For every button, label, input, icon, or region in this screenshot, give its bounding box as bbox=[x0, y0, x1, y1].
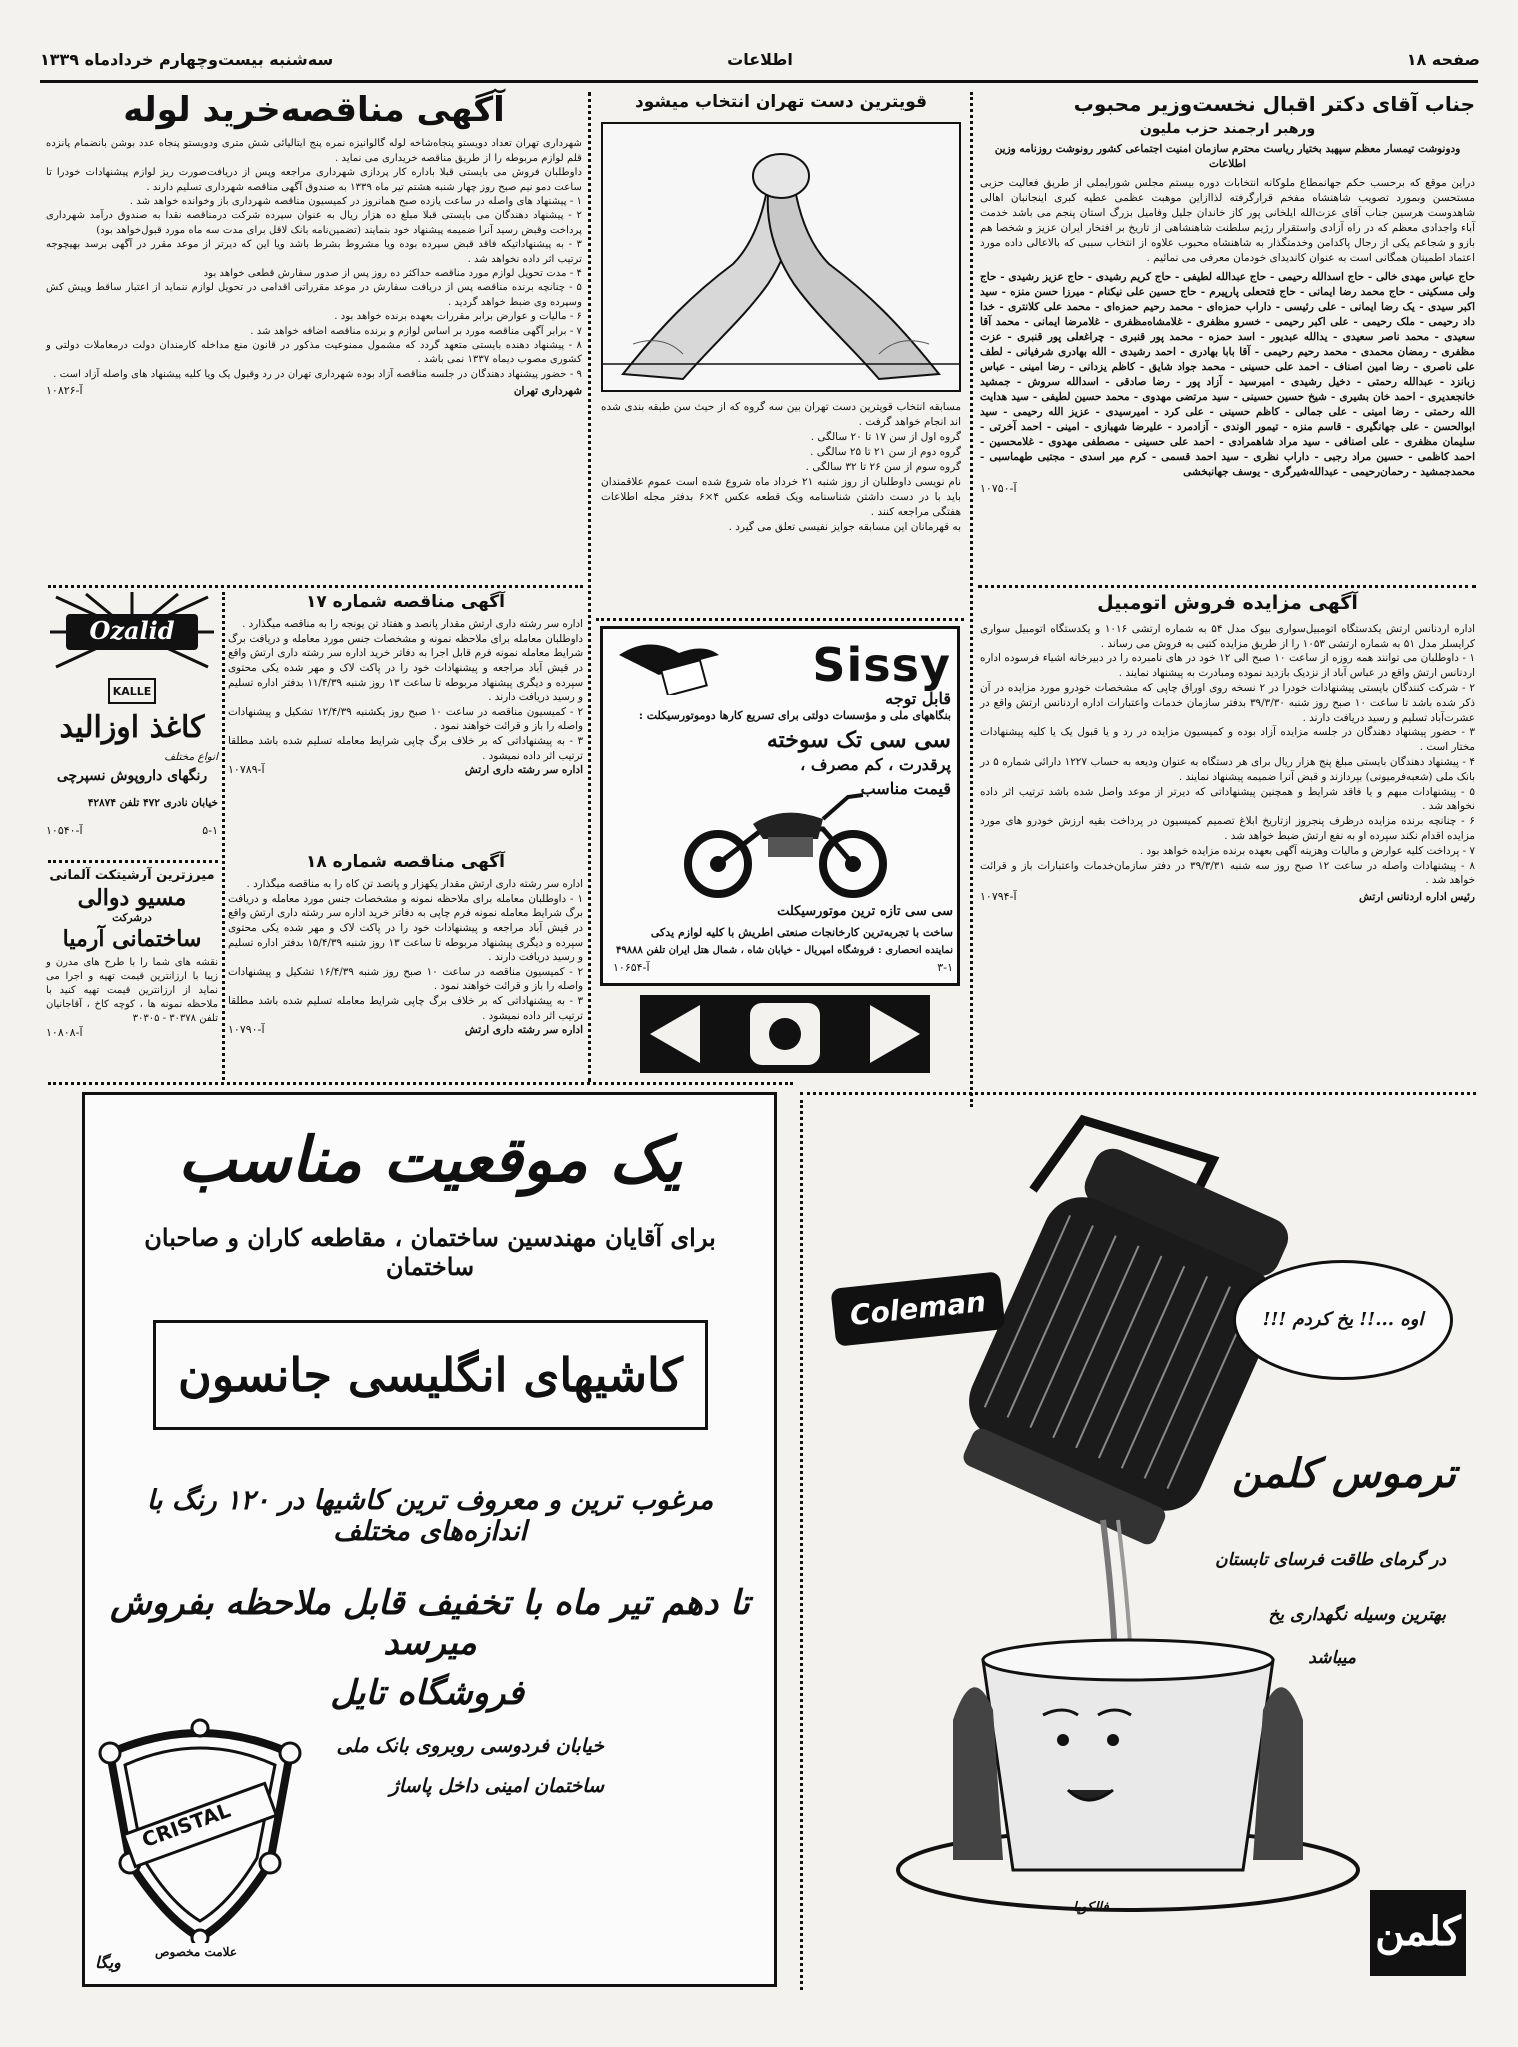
ad-pipe-signature: شهرداری تهران bbox=[513, 385, 582, 398]
sissy-caption: سی سی تازه ترین موتورسیکلت bbox=[777, 904, 953, 919]
ozalid-title: کاغذ اوزالید bbox=[59, 710, 205, 745]
ad-pipe-body: شهرداری تهران تعداد دویستو پنجاه‌شاخه لوله گالوانیزه نمره پنج ایتالیائی شش متری ودویستو پنجاه عدد بوشن بانضمام پانزده قلم لوازم مربوطه را از طریق مناقصه خریداری می نماید . داوطلبان فروش می بایستی قبلا باداره کار پردازی شهرداری مراجعه وپس از دریافت‌صورت ریز لوازم پیشنهادات خودرا تا ساعت دمو نیم صبح روز چهار شنبه هشتم تیر ماه ۱۳۳۹ به صندوق آگهی مناقصه شهرداری تسلیم دارند . ۱ - پیشنهاد های واصله در ساعت یازده صبح همانروز در کمیسیون مناقصه شهرداری باز وخوانده خواهد شد . ۲ - پیشنهاد دهندگان می بایستی قبلا مبلغ ده هزار ریال به عنوان سپرده شرکت درمناقصه نقدا به صندوق درآمد شهرداری پرداخت وقبض رسید آنرا ضمیمه پیشنهاد خود بنمایند (تضمین‌نامه بانک لاقل برای مدت سه ماه مورد قبول‌خواهد بود) ۳ - به پیشنهاداتیکه فاقد قبض سپرده بوده ویا مشروط بشرط باشد ویا این که دیرتر از موعد مقرر در آگهی برسد بهیچوجه ترتیب اثر داده نخواهد شد . ۴ - مدت تحویل لوازم مورد مناقصه حداکثر ده روز پس از صدور سفارش قطعی خواهد بود ۵ - چنانچه برنده مناقصه پس از دریافت سفارش در موعد مقرراتی اقدامی در تحویل لوازم ننماید از اعتبار ساقط وپیش کش وسپرده وی ضبط خواهد گردید . ۶ - مالیات و عوارض برابر مقررات بعهده برنده خواهد بود . ۷ - برابر آگهی مناقصه مورد بر اساس لوازم و برنده مناقصه اضافه خواهد شد . ۸ - پیشنهاد دهنده بایستی متعهد گردد که مشمول ممنوعیت مذکور در قانون منع مداخله کارمندان دولت درمعاملات دولتی و کشوری مصوب دیماه ۱۳۳۷ نمی باشد . ۹ - حضور پیشنهاد دهندگان در جلسه مناقصه آزاد بوده شهرداری تهران در رد وقبول یک ویا کلیه پیشنهاد های واصله آزاد است . bbox=[46, 138, 582, 380]
tiles-offer: تا دهم تیر ماه با تخفیف قابل ملاحظه بفروش میرسد bbox=[110, 1583, 750, 1663]
coleman-line2: بهترین وسیله نگهداری یخ bbox=[1268, 1605, 1446, 1625]
ozalid-code: آ-۱۰۵۴۰ bbox=[46, 824, 83, 837]
ozalid-address: خیابان نادری ۴۷۲ تلفن ۴۲۸۷۴ bbox=[87, 797, 218, 809]
ozalid-code2: ۵-۱ bbox=[202, 824, 218, 837]
coleman-credit: فالکوپا bbox=[1073, 1900, 1109, 1915]
rule-ozalid-bottom bbox=[48, 860, 218, 863]
arm-wrestling-image bbox=[603, 124, 959, 390]
cristal-logo-text: CRISTAL bbox=[138, 1797, 234, 1853]
page-number: صفحه ۱۸ bbox=[1406, 50, 1480, 69]
tiles-headline: یک موقعیت مناسب bbox=[178, 1123, 682, 1196]
sissy-name: سی سی تک سوخته bbox=[766, 727, 951, 753]
ad-ozalid bbox=[46, 592, 218, 854]
article-pm-signatories: حاج عباس مهدی خالی - حاج اسدالله رحیمی - حاج عبدالله لطیفی - حاج کریم رشیدی - حاج عزیز رشیدی - حاج ولی مسکینی - حاج محمد رضا ایمانی - حاج فتحعلی پارپیرم - حاج حسین علی نیکنام - میرزا حسن منزه - سید اکبر سیدی - یک رضا ایمانی - علی رئیسی - داراب حمزه‌ای - محمد رحیم حمزه‌ای - محمد علی کلانتری - خدا داد رحیمی - ملک رحیمی - علی اکبر رحیمی - خسرو مظفری - غلامشاه‌مظفری - غلامرضا ایمانی - محمد آقا سعیدی - محمد ناصر سعیدی - یدالله عبدیور - اسد حمزه - محمد پور قنبری - چراغعلی پور قنبری - عزت مظفری - رمضان محمدی - محمد رحیم رحیمی - آقا بابا بهادری - احمد رشیدی - الله بهادری شرفیانی - لطف علی ناصری - رضا امین اصناف - احمد علی حسینی - محمد جواد شایق - کاظم یزدانی - رضا امینی - عباس زبانزد - عبدالله رحمتی - دخیل رشیدی - امیرسید - آزاد پور - رضا صادقی - اسدالله سروش - جمشید خانجعدیری - احمد خان بشیری - شیخ حسین حسینی - سید مرتضی مهدوی - محمد حسین لطیفی - سید هدایت الله رحمتی - رضا امینی - علی جمالی - کاظم حسینی - علی کرد - امیرسیدی - عزیز الله رحیمی - سید ابوالحسن - علی جهانگیری - قاسم منزه - تیمور الوندی - آزادمرد - علیرضا شهبازی - امینی - احمد آخرتی - سلیمان مظفری - علی اصنافی - سید مراد شاهمرادی - احمد علی حسینی - مصطفی مهدوی - غلامحسین - احمد کاظمی - حسین مراد رجبی - داراب نظری - سید احمد قسمی - کرم میر اسدی - مجتبی طهماسبی - محمدجمشید - رحمان‌رحیمی - عبدالله‌شیرگری - یوسف جهانبخشی bbox=[980, 270, 1475, 478]
tender-18 bbox=[228, 852, 583, 1077]
ad-tiles bbox=[82, 1092, 777, 1987]
issue-date: سه‌شنبه بیست‌وچهارم خردادماه ۱۳۳۹ bbox=[40, 50, 334, 69]
coleman-logo-fa: کلمن bbox=[1375, 1908, 1461, 1955]
article-pm-subtitle: ورهبر ارجمند حزب ملیون bbox=[1139, 121, 1316, 137]
ad-pipe-title: آگهی مناقصه‌خرید لوله bbox=[123, 90, 505, 130]
tender-18-code: آ-۱۰۷۹۰ bbox=[228, 1023, 265, 1037]
article-arm-title: قویترین دست تهران انتخاب میشود bbox=[634, 92, 927, 112]
sissy-features: پرقدرت ، کم مصرف ، قیمت مناسب bbox=[800, 755, 951, 798]
architect-sub: درشرکت bbox=[112, 912, 152, 924]
tiles-product-box bbox=[153, 1320, 708, 1430]
tender-18-body: اداره سر رشته داری ارتش مقدار یکهزار و پانصد تن کاه را به مناقصه میگذارد . ۱ - داوطلبان معامله برای ملاحظه نمونه و مشخصات جنس مورد معامله و دریافت برگ شرایط معامله نمونه فرم چاپی به دفاتر خرید اداره سر رشته داری ارتش واقع در قیش آباد مراجعه و پیشنهادات خود را در پاکت لاک و مهر شده یکی محتوی سپرده و دیگری پیشنهاد مربوطه تا ساعت ۱۳ روز شنبه ۱۵/۴/۳۹ بدفتر اداره تسلیم و رسید دریافت دارند . ۲ - کمیسیون مناقصه در ساعت ۱۰ صبح روز شنبه ۱۶/۴/۳۹ تشکیل و پیشنهادات واصله را باز و قرائت خواهند نمود . ۳ - به پیشنهاداتی که بر خلاف برگ چاپی شرایط معامله تسلیم شده باشد مطلقا ترتیب اثر داده نمیشود . bbox=[228, 878, 583, 1022]
coleman-line1: در گرمای طاقت فرسای تابستان bbox=[1215, 1550, 1446, 1570]
column-rule-left bbox=[588, 92, 591, 1082]
auction-code: آ-۱۰۷۹۴ bbox=[980, 890, 1017, 904]
ad-pipe-code: آ-۱۰۸۲۶ bbox=[46, 384, 83, 398]
rule-right-mid bbox=[978, 585, 1476, 588]
article-pm-code: آ-۱۰۷۵۰ bbox=[980, 481, 1017, 495]
ozalid-types: انواع مختلف bbox=[164, 751, 218, 763]
rule-center-top bbox=[596, 618, 964, 621]
tender-17-body: اداره سر رشته داری ارتش مقدار پانصد و هفتاد تن یونجه را به مناقصه میگذارد . داوطلبان معامله برای ملاحظه نمونه و مشخصات جنس مورد معامله و دریافت برگ شرایط معامله نمونه فرم قابل اجرا به دفاتر خرید اداره سر رشته داری ارتش واقع در قیش آباد مراجعه و پیشنهادات خود را در پاکت لاک و مهر شده یکی محتوی سپرده و دیگری پیشنهاد مربوطه تا ساعت ۱۳ روز شنبه ۱۱/۴/۳۹ بدفتر اداره تسلیم و رسید دریافت دارند . ۲ - کمیسیون مناقصه در ساعت ۱۰ صبح روز یکشنبه ۱۲/۴/۳۹ تشکیل و پیشنهادات واصله را باز و قرائت خواهند نمود . ۳ - به پیشنهاداتی که بر خلاف برگ چاپی شرایط معامله تسلیم شده باشد مطلقا ترتیب اثر داده نمیشود . bbox=[228, 618, 583, 762]
kalle-logo bbox=[108, 678, 156, 704]
coleman-brand: Coleman bbox=[848, 1284, 988, 1333]
column-rule-right bbox=[970, 92, 973, 1107]
coleman-logo-box bbox=[1370, 1890, 1466, 1976]
tender-17-title: آگهی مناقصه شماره ۱۷ bbox=[305, 592, 506, 612]
rule-lower-right bbox=[800, 1092, 1476, 1095]
auction-signature: رئیس اداره اردنانس ارتش bbox=[1359, 891, 1475, 904]
sissy-maker: ساخت با تجربه‌ترین کارخانجات صنعتی اطریش با کلیه لوازم یدکی bbox=[650, 926, 953, 939]
tender-17-code: آ-۱۰۷۸۹ bbox=[228, 763, 265, 777]
page-header bbox=[40, 50, 1480, 74]
architect-title: میرزترین آرشیتکت آلمانی bbox=[49, 868, 215, 883]
tiles-audience: برای آقایان مهندسین ساختمان ، مقاطعه کاران و صاحبان ساختمان bbox=[144, 1223, 716, 1281]
sissy-intro: بنگاههای ملی و مؤسسات دولتی برای تسریع کارها دوموتورسیکلت : bbox=[638, 709, 951, 722]
tiles-store: فروشگاه تایل bbox=[330, 1673, 524, 1713]
tiles-address1: خیابان فردوسی روبروی بانک ملی bbox=[336, 1735, 604, 1757]
auction bbox=[980, 592, 1475, 1087]
sissy-brand-fa: قابل توجه bbox=[885, 689, 951, 708]
tender-17-signature: اداره سر رشته داری ارتش bbox=[464, 764, 583, 777]
arm-wrestling-illustration bbox=[601, 122, 961, 392]
tiles-address2: ساختمان امینی داخل پاساژ bbox=[389, 1775, 604, 1797]
newspaper-name: اطلاعات bbox=[727, 50, 793, 69]
ornament bbox=[640, 995, 930, 1073]
rule-left-top bbox=[48, 585, 583, 588]
tiles-trademark: علامت مخصوص bbox=[155, 1945, 237, 1959]
thermos-illustration bbox=[883, 1100, 1463, 1980]
coleman-line3: میباشد bbox=[1308, 1648, 1356, 1668]
coleman-title: ترموس کلمن bbox=[1232, 1450, 1456, 1497]
ad-architect bbox=[46, 868, 218, 1078]
sissy-agency: نماینده انحصاری : فروشگاه امپریال - خیابان شاه ، شمال هتل ایران تلفن ۴۹۸۸۸ bbox=[616, 945, 953, 956]
tender-18-title: آگهی مناقصه شماره ۱۸ bbox=[305, 852, 506, 872]
article-pm bbox=[980, 92, 1475, 580]
motorcycle-image bbox=[673, 779, 893, 899]
sissy-code2: ۳-۱ bbox=[937, 961, 953, 974]
tiles-agency: ویگا bbox=[95, 1953, 121, 1972]
article-arm bbox=[597, 92, 965, 612]
ozalid-sun-logo bbox=[46, 592, 218, 672]
architect-code: آ-۱۰۸۰۸ bbox=[46, 1026, 83, 1039]
ad-pipe-tender bbox=[46, 92, 582, 580]
ad-coleman bbox=[800, 1100, 1476, 1990]
architect-body: نقشه های شما را با طرح های مدرن و زیبا با ارزانترین قیمت تهیه و اجرا می نماید از ارزانترین قیمت تهیه کنید با ملاحظه نمونه ها ، کوچه کاخ ، آقاجانیان تلفن ۳۰۳۷۸ - ۳۰۳۰۵ bbox=[46, 957, 218, 1024]
header-rule bbox=[40, 80, 1478, 83]
article-pm-body: دراین موقع که برحسب حکم جهانمطاع ملوکانه انتخابات دوره بیستم مجلس شورایملی از طریق فعالیت حزبی مستحسن وبمورد تصویب شاهنشاه مفخم قرارگرفته لذاازاین موهبت عظمی عطیه کبری اینجانبان اهالی شاهدوست هرسین جناب آقای عزت‌الله ایلخانی پور کاز خاندان جلیل وفامیل بزرگ استان پنجم می باشد خدمت آباء واجدادی معظم که در راه آزادی واستقرار رژیم سلطنت شاهنشاهی از تاریخ بر افتخار ایران عزیز و شخصا هم بازو و شجاعم یکی از رجال پاکدامن وخدمتگذار به شاهنشاه محبوب علاوه از انتخاب سببی که بالاعالی داده مورد اعتماد اطمینان همگانی است به عنوان کاندیدای خودمان معرفی می نمائیم . bbox=[980, 176, 1475, 264]
sissy-brand: Sissy bbox=[812, 638, 951, 692]
coleman-speech: اوه ...!! یخ کردم !!! bbox=[1262, 1309, 1424, 1330]
article-arm-body: مسابقه انتخاب قویترین دست تهران بین سه گروه که از حیث سن طبقه بندی شده اند انجام خواهد گرفت . گروه اول از سن ۱۷ تا ۲۰ سالگی . گروه دوم از سن ۲۱ تا ۲۵ سالگی . گروه سوم از سن ۲۶ تا ۳۲ سالگی . نام نویسی داوطلبان از روز شنبه ۲۱ خرداد ماه شروع شده است عموم علاقمندان باید با در دست داشتن شناسنامه ویک قطعه عکس ۴×۶ بدفتر مجله اطلاعات هفتگی مراجعه کنند . به قهرمانان این مسابقه جوایز نفیسی تعلق می گیرد . bbox=[601, 401, 961, 533]
ozalid-brand: Ozalid bbox=[89, 616, 175, 645]
ad-sissy bbox=[600, 626, 960, 986]
speech-bubble bbox=[1233, 1260, 1453, 1380]
ozalid-subtitle: رنگهای داروپوش نسپرچی bbox=[56, 768, 208, 784]
auction-title: آگهی مزایده فروش اتومبیل bbox=[1097, 592, 1358, 614]
tender-18-signature: اداره سر رشته داری ارتش bbox=[464, 1024, 583, 1037]
tiles-desc: مرغوب ترین و معروف ترین کاشیها در ۱۲۰ رنگ با اندازه‌های مختلف bbox=[146, 1485, 714, 1547]
auction-body: اداره اردنانس ارتش یکدستگاه اتومبیل‌سواری بیوک مدل ۵۴ به شماره ارتشی ۱۰۱۶ و یکدستگاه اتومبیل سواری کرایسلر مدل ۵۱ به شماره ارتشی ۱۰۵۳ را از طریق مزایده کتبی به فروش می رساند . ۱ - داوطلبان می توانند همه روزه از ساعت ۱۰ صبح الی ۱۲ خود در های نامبرده را در دبیرخانه اشیاء فرسوده اداره اردنانس ارتش واقع در عباس آباد از نزدیک بازدید نموده ومبادرت به پیشنهاد نمایند . ۲ - شرکت کنندگان بایستی پیشنهادات خودرا در ۲ نسخه روی اوراق چاپی که مشخصات خودرو مورد مزایده در آن ذکر شده باشد تا ساعت ۱۰ صبح روز شنبه ۳۹/۳/۳۰ بدفتر سازمان خدمات واعتبارات اداره اردنانس ارتش واقع در عشرت‌آباد تسلیم و رسید دریافت دارند . ۳ - حضور پیشنهاد دهندگان در جلسه مزایده آزاد بوده و کمیسیون مزایده در رد و یا قبول یک یا کلیه پیشنهادات مختار است . ۴ - پیشنهاد دهندگان بایستی مبلغ پنج هزار ریال برای هر دستگاه به عنوان ودیعه به حساب ۱۲۲۷ دارائی شماره ۵ در بانک ملی (شعبه‌فرمیونی) بپردازند و قبض آنرا ضمیمه پیشنهاد نمایند . ۵ - پیشنهادات مبهم و یا فاقد شرایط و همچنین پیشنهاداتی که دیرتر از موعد واصل شده باشد ترتیب اثر داده نخواهد شد . ۶ - چنانچه برنده مزایده درظرف پنجروز ازتاریخ ابلاغ تصمیم کمیسیون در پرداخت بقیه ارزش خودرو های مورد مزایده اقدام نکند سپرده او به نفع ارتش ضبط خواهد شد . ۷ - پرداخت کلیه عوارض و مالیات وهزینه آگهی بعهده برنده مزایده خواهد بود . ۸ - پیشنهادات واصله در ساعت ۱۲ صبح روز سه شنبه ۳۹/۳/۳۱ در دفتر سازمان‌خدمات واعتبارات باز و قرائت خواهد شد . bbox=[980, 622, 1476, 887]
tender-17 bbox=[228, 592, 583, 847]
kalle-text: KALLE bbox=[112, 685, 152, 698]
architect-name: مسیو دوالی bbox=[77, 885, 187, 911]
rule-ozalid-col bbox=[222, 592, 225, 1080]
architect-company: ساختمانی آرمیا bbox=[62, 926, 202, 952]
sissy-code: آ-۱۰۶۵۴ bbox=[613, 961, 650, 974]
bird-envelope-icon bbox=[609, 635, 729, 695]
tiles-product: کاشیهای انگلیسی جانسون bbox=[178, 1348, 683, 1402]
rule-lower-left bbox=[48, 1082, 793, 1085]
article-pm-title: جناب آقای دکتر اقبال نخست‌وزیر محبوب bbox=[1073, 92, 1475, 116]
article-pm-addressee: ودونوشت تیمسار معظم سپهبد بختیار ریاست محترم سازمان امنیت اجتماعی کشور رونوشت روزنامه وزین اطلاعات bbox=[994, 142, 1461, 170]
